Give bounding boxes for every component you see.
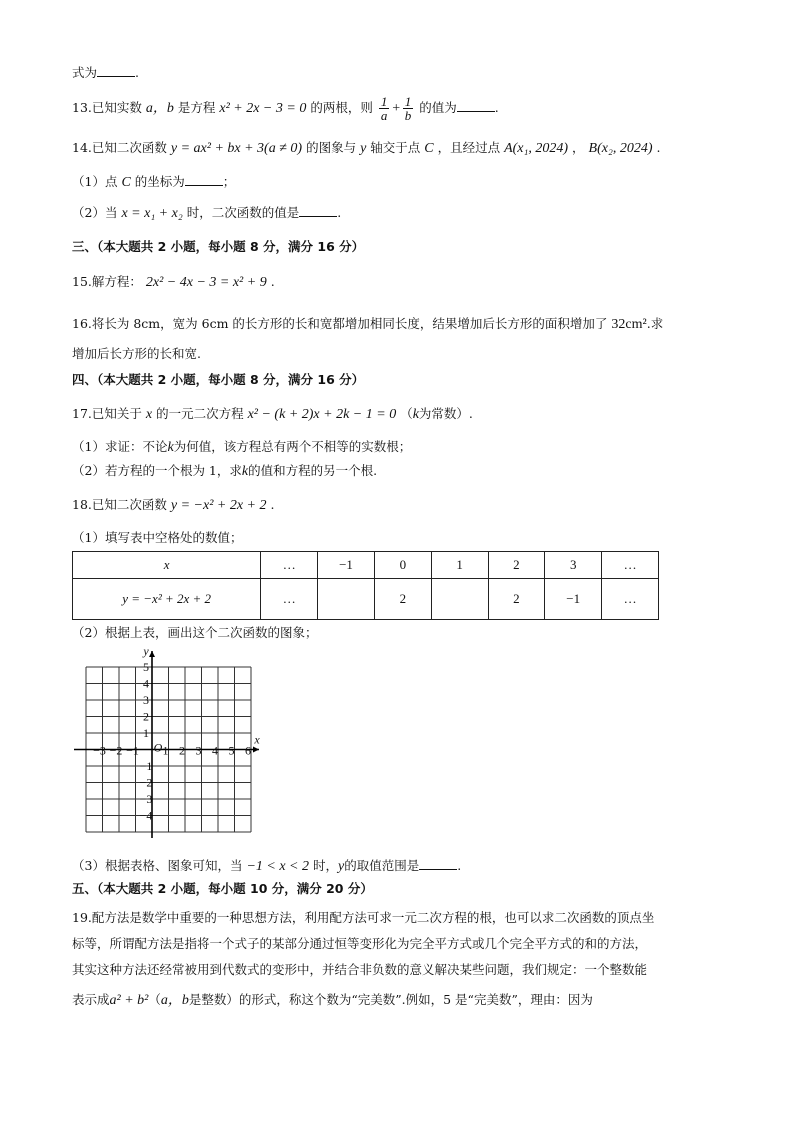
table-cell: … bbox=[261, 579, 318, 620]
q17-p2-post: 的值和方程的另一个根. bbox=[248, 463, 378, 478]
x-tick-label: 1 bbox=[162, 743, 169, 758]
y-tick-label: 5 bbox=[143, 660, 149, 674]
q18-p3-end: . bbox=[457, 858, 462, 873]
q12-tail bbox=[72, 63, 139, 83]
q13-plus: + bbox=[391, 101, 401, 116]
question-16-line-1 bbox=[72, 314, 663, 335]
q14-p2-prefix: （2）当 bbox=[72, 205, 118, 220]
q16-post: .求 bbox=[646, 316, 664, 331]
tick-labels bbox=[93, 645, 260, 823]
question-14-part-2 bbox=[72, 203, 341, 224]
question-18-part-2: （2）根据上表，画出这个二次函数的图象； bbox=[72, 625, 318, 640]
answer-blank[interactable] bbox=[419, 857, 457, 870]
table-cell: … bbox=[602, 579, 659, 620]
q14-point-a: A(x₁, 2024) bbox=[504, 141, 569, 156]
q18-prefix: 18.已知二次函数 bbox=[72, 497, 167, 512]
q12-tail-text: 式为 bbox=[72, 65, 98, 80]
q14-sep: ， bbox=[572, 140, 585, 155]
answer-blank[interactable] bbox=[97, 64, 135, 77]
q16-text: 16.将长为 8cm，宽为 6cm 的长方形的长和宽都增加相同长度，结果增加后长方形的面积增加了 bbox=[72, 316, 608, 331]
y-tick-label: −3 bbox=[139, 792, 153, 806]
answer-blank[interactable] bbox=[457, 99, 495, 112]
table-cell-blank[interactable] bbox=[318, 579, 375, 620]
q14-point-b: B(x₂, 2024) bbox=[588, 141, 653, 156]
q18-p3-inequality: −1 < x < 2 bbox=[246, 859, 310, 874]
y-tick-label: −1 bbox=[139, 759, 153, 773]
q14-end: . bbox=[656, 140, 661, 155]
q17-p1-prefix: （1）求证：不论 bbox=[72, 439, 168, 454]
q14-mid: 的图象与 bbox=[306, 140, 357, 155]
q19-vars: a，b bbox=[160, 993, 189, 1008]
table-cell: −1 bbox=[318, 552, 375, 579]
q13-equation: x² + 2x − 3 = 0 bbox=[219, 101, 307, 116]
q14-axis: y bbox=[360, 141, 367, 156]
question-18-part-3 bbox=[72, 856, 461, 877]
q14-p1-prefix: （1）点 bbox=[72, 174, 118, 189]
y-tick-label: 2 bbox=[143, 709, 149, 724]
q17-k: k bbox=[412, 407, 419, 422]
x-tick-label: −2 bbox=[109, 743, 123, 758]
q19-prefix: 表示成 bbox=[72, 992, 110, 1007]
table-row-x bbox=[73, 552, 659, 579]
q14-p1-c: C bbox=[121, 175, 131, 190]
y-tick-label: 3 bbox=[143, 693, 149, 707]
frac1-num: 1 bbox=[380, 94, 388, 109]
y-axis-label: y bbox=[143, 645, 149, 658]
answer-blank[interactable] bbox=[299, 204, 337, 217]
q13-prefix: 13.已知实数 bbox=[72, 100, 142, 115]
q13-stop: . bbox=[494, 100, 499, 115]
table-cell-blank[interactable] bbox=[431, 579, 488, 620]
section-5-heading: 五、（本大题共 2 小题，每小题 10 分，满分 20 分） bbox=[72, 881, 373, 896]
q18-p3-post: 的取值范围是 bbox=[344, 858, 420, 873]
q14-prefix: 14.已知二次函数 bbox=[72, 140, 167, 155]
section-4-heading: 四、（本大题共 2 小题，每小题 8 分，满分 16 分） bbox=[72, 372, 365, 387]
question-19-line-3: 其实这种方法还经常被用到代数式的变形中，并结合非负数的意义解决某些问题，我们规定：一个整数能 bbox=[72, 962, 648, 977]
table-row-y bbox=[73, 579, 659, 620]
frac1-den: a bbox=[380, 108, 388, 123]
y-tick-label: −2 bbox=[139, 775, 153, 790]
q14-point-c: C bbox=[424, 141, 434, 156]
q17-post: （ bbox=[400, 406, 413, 421]
section-3-heading: 三、（本大题共 2 小题，每小题 8 分，满分 16 分） bbox=[72, 239, 365, 254]
y-tick-label: 4 bbox=[143, 676, 149, 691]
q18-p3-prefix: （3）根据表格、图象可知，当 bbox=[72, 858, 243, 873]
q19-post: 是整数）的形式，称这个数为“完美数”.例如，5 是“完美数”，理由：因为 bbox=[188, 992, 593, 1007]
y-axis-arrow-icon bbox=[149, 651, 155, 657]
origin-label: O bbox=[153, 740, 163, 755]
x-tick-label: −1 bbox=[126, 743, 139, 758]
table-cell: 2 bbox=[488, 579, 545, 620]
q17-end: 为常数）. bbox=[418, 406, 473, 421]
q15-end: . bbox=[270, 274, 275, 289]
table-cell: 3 bbox=[545, 552, 602, 579]
q13-end: 的值为 bbox=[419, 100, 457, 115]
table-cell: x bbox=[73, 552, 261, 579]
q12-tail-end: . bbox=[135, 65, 139, 80]
question-17-part-1 bbox=[72, 437, 411, 458]
q14-p2-eq: x = x₁ + x₂ bbox=[121, 206, 183, 221]
x-tick-label: 2 bbox=[179, 743, 185, 758]
question-14-part-1 bbox=[72, 172, 235, 193]
y-tick-label: 1 bbox=[143, 726, 149, 740]
q18-p3-y: y bbox=[338, 859, 345, 874]
table-cell: 2 bbox=[488, 552, 545, 579]
x-tick-label: 3 bbox=[195, 743, 202, 758]
frac2-num: 1 bbox=[404, 94, 412, 109]
q13-mid: 是方程 bbox=[177, 100, 216, 115]
question-13 bbox=[72, 95, 499, 122]
table-cell: … bbox=[602, 552, 659, 579]
coordinate-grid[interactable] bbox=[72, 645, 272, 845]
answer-blank[interactable] bbox=[185, 173, 223, 186]
q18-p3-mid: 时， bbox=[313, 858, 339, 873]
fraction-1-over-b bbox=[403, 95, 414, 122]
q17-mid: 的一元二次方程 bbox=[156, 406, 244, 421]
question-15 bbox=[72, 272, 275, 293]
q17-p2-prefix: （2）若方程的一个根为 1，求 bbox=[72, 463, 242, 478]
q17-prefix: 17.已知关于 bbox=[72, 406, 142, 421]
question-17-part-2 bbox=[72, 461, 377, 482]
q19-mid: （ bbox=[148, 992, 161, 1007]
x-tick-label: 5 bbox=[228, 743, 235, 758]
table-cell: −1 bbox=[545, 579, 602, 620]
table-cell: y = −x² + 2x + 2 bbox=[73, 579, 261, 620]
q19-expression: a² + b² bbox=[109, 993, 149, 1008]
q18-equation: y = −x² + 2x + 2 bbox=[170, 498, 267, 513]
q13-post: 的两根，则 bbox=[310, 100, 373, 115]
q17-p2-k: k bbox=[241, 464, 249, 479]
question-19-line-2: 标等，所谓配方法是指将一个式子的某部分通过恒等变形化为完全平方式或几个完全平方式的和的方法， bbox=[72, 936, 648, 951]
x-tick-label: −3 bbox=[93, 743, 106, 758]
q13-vars: a，b bbox=[145, 101, 174, 116]
q17-p1-post: 为何值，该方程总有两个不相等的实数根； bbox=[173, 439, 412, 454]
q17-equation: x² − (k + 2)x + 2k − 1 = 0 bbox=[247, 407, 397, 422]
x-tick-label: 6 bbox=[245, 743, 251, 758]
question-16-line-2: 增加后长方形的长和宽. bbox=[72, 346, 201, 361]
x-axis-label: x bbox=[254, 732, 260, 747]
y-tick-label: −4 bbox=[139, 808, 153, 823]
question-18-stem bbox=[72, 495, 274, 516]
x-tick-label: 4 bbox=[212, 743, 218, 758]
x-axis-arrow-icon bbox=[253, 747, 259, 753]
question-19-line-1: 19.配方法是数学中重要的一种思想方法，利用配方法可求一元二次方程的根，也可以求二次函数的顶点坐 bbox=[72, 910, 655, 925]
fraction-1-over-a bbox=[379, 95, 390, 122]
table-cell: 1 bbox=[431, 552, 488, 579]
q15-equation: 2x² − 4x − 3 = x² + 9 bbox=[145, 275, 267, 290]
q14-equation: y = ax² + bx + 3(a ≠ 0) bbox=[170, 141, 303, 156]
values-table bbox=[72, 551, 659, 620]
q17-x: x bbox=[145, 407, 153, 422]
q15-prefix: 15.解方程： bbox=[72, 274, 142, 289]
q17-p1-k: k bbox=[167, 440, 174, 455]
q14-mid2: 轴交于点 bbox=[370, 140, 421, 155]
q18-end: . bbox=[270, 497, 275, 512]
q14-post: ，且经过点 bbox=[437, 140, 501, 155]
question-17-stem bbox=[72, 404, 473, 425]
q14-p2-end: . bbox=[337, 205, 342, 220]
table-cell: 2 bbox=[374, 579, 431, 620]
q14-p1-end: ； bbox=[222, 174, 236, 189]
q14-p1-post: 的坐标为 bbox=[134, 174, 185, 189]
question-19-line-4 bbox=[72, 990, 593, 1011]
table-cell: 0 bbox=[374, 552, 431, 579]
q14-p2-post: 时，二次函数的值是 bbox=[186, 205, 300, 220]
table-cell: … bbox=[261, 552, 318, 579]
frac2-den: b bbox=[404, 108, 412, 123]
question-18-part-1: （1）填写表中空格处的数值； bbox=[72, 530, 243, 545]
question-14-stem bbox=[72, 138, 660, 159]
q16-area: 32cm² bbox=[611, 317, 647, 332]
